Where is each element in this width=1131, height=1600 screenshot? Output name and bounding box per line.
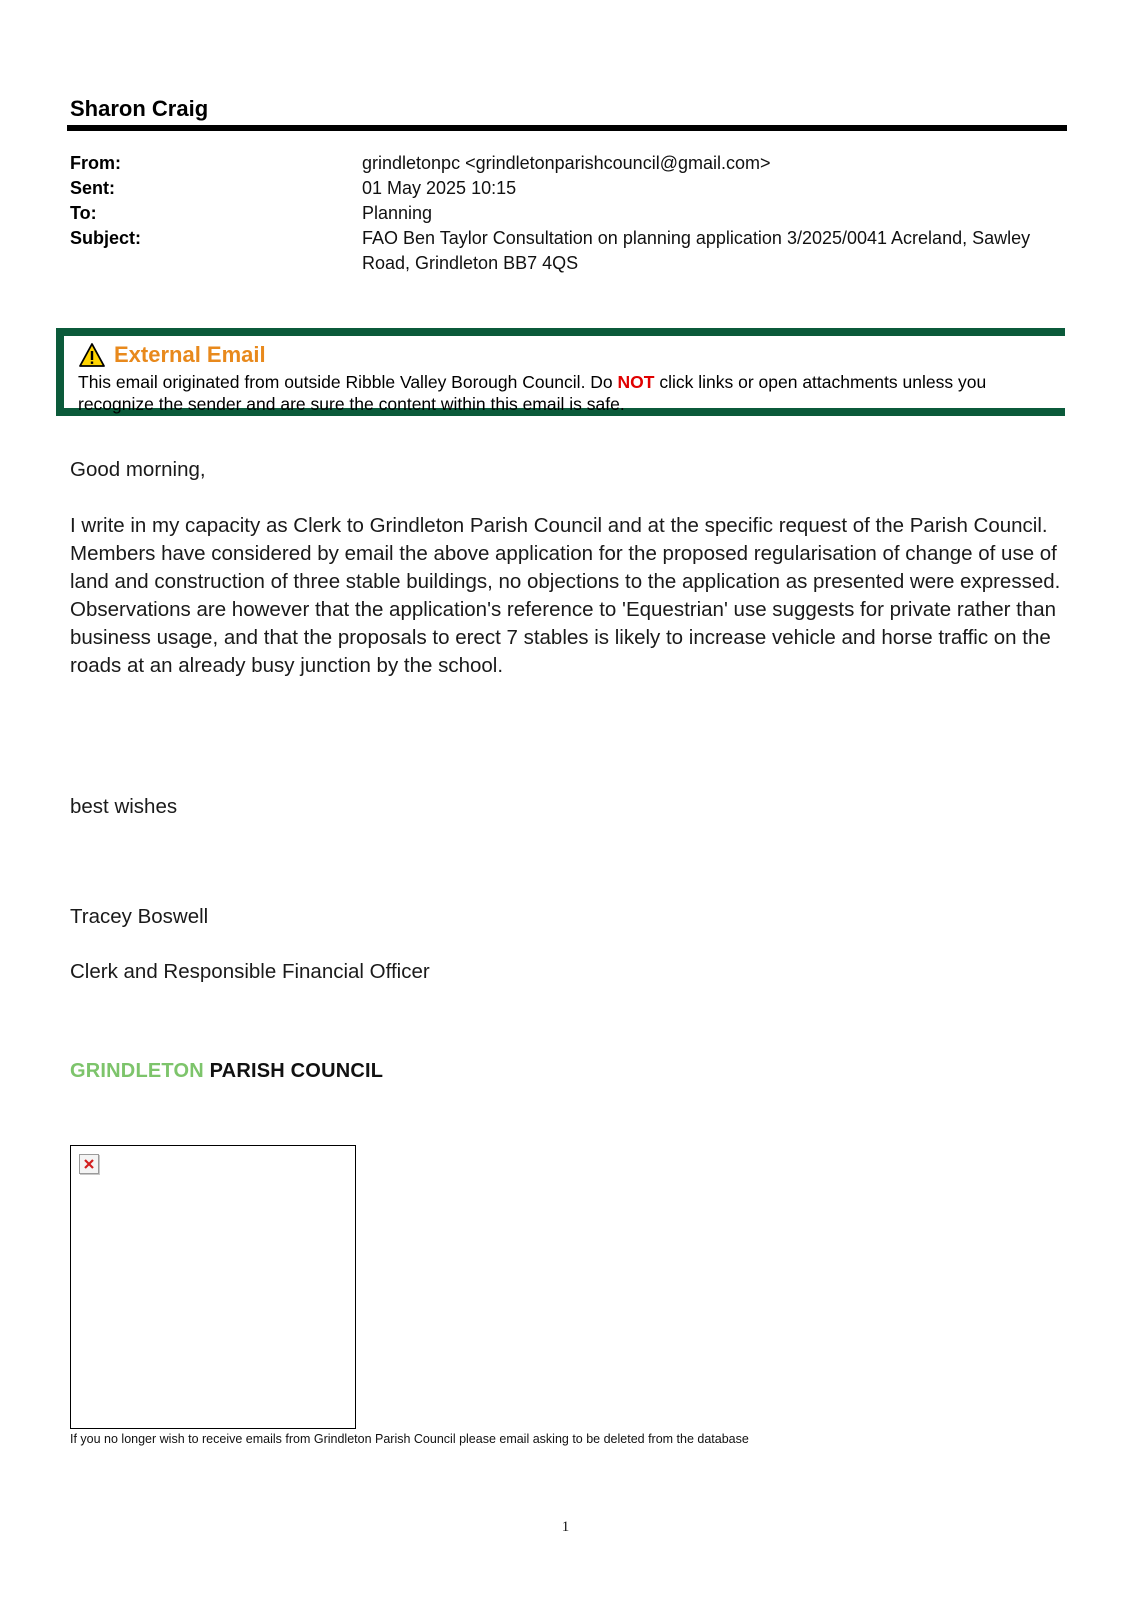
unsubscribe-note: If you no longer wish to receive emails from Grindleton Parish Council please email asking to be deleted from the database	[70, 1432, 749, 1446]
signature-role-text: Clerk and Responsible Financial Officer	[70, 960, 430, 983]
page-number: 1	[561, 1519, 570, 1535]
warning-text-start: This email originated from outside Ribble Valley Borough Council. Do	[78, 372, 618, 392]
broken-image-icon	[79, 1154, 99, 1174]
signature-role	[70, 958, 1070, 986]
to-value: Planning	[362, 203, 433, 223]
signoff-text: best wishes	[70, 795, 178, 818]
email-header	[70, 151, 1070, 276]
body-paragraph-1: I write in my capacity as Clerk to Grindleton Parish Council and at the specific request of the Parish Council.	[70, 514, 1048, 537]
to-label: To:	[70, 203, 97, 223]
title-divider	[67, 125, 1067, 131]
sent-value: 01 May 2025 10:15	[362, 178, 517, 198]
header-row-to	[70, 201, 1070, 226]
signature-name	[70, 903, 1070, 931]
sent-label: Sent:	[70, 178, 115, 198]
subject-label: Subject:	[70, 228, 142, 248]
email-body	[70, 512, 1070, 680]
brand-grindleton: GRINDLETON	[70, 1060, 204, 1082]
external-email-banner	[56, 328, 1065, 416]
body-paragraph-3: Observations are however that the application's reference to 'Equestrian' use suggests for private rather than business usage, and that the proposals to erect 7 stables is likely to increase vehicle and horse traffic on the roads at an already busy junction by the school.	[70, 598, 1057, 677]
greeting-text: Good morning,	[70, 458, 206, 481]
body-paragraph-2: Members have considered by email the above application for the proposed regularisation of change of use of land and construction of three stable buildings, no objections to the application as presented were expressed.	[70, 542, 1061, 593]
account-name: Sharon Craig	[70, 96, 209, 121]
from-label: From:	[70, 153, 121, 173]
external-email-title: External Email	[114, 342, 266, 367]
warning-text-end: click links or open attachments unless you recognize the sender and are sure the content within this email is safe.	[78, 372, 987, 414]
external-email-warning	[78, 371, 1063, 415]
header-row-sent	[70, 176, 1070, 201]
header-row-from	[70, 151, 1070, 176]
warning-icon	[78, 342, 106, 368]
subject-value: FAO Ben Taylor Consultation on planning application 3/2025/0041 Acreland, Sawley Road, Grindleton BB7 4QS	[362, 228, 1031, 273]
missing-image-placeholder	[70, 1145, 356, 1429]
external-email-heading	[78, 342, 266, 368]
council-brand	[70, 1060, 383, 1083]
warning-emphasis: NOT	[617, 372, 655, 392]
brand-parish-council: PARISH COUNCIL	[209, 1060, 384, 1082]
email-greeting	[70, 456, 1070, 484]
from-value: grindletonpc <grindletonparishcouncil@gmail.com>	[362, 153, 771, 173]
signoff	[70, 793, 1070, 821]
header-row-subject	[70, 226, 1070, 276]
signature-name-text: Tracey Boswell	[70, 905, 209, 928]
